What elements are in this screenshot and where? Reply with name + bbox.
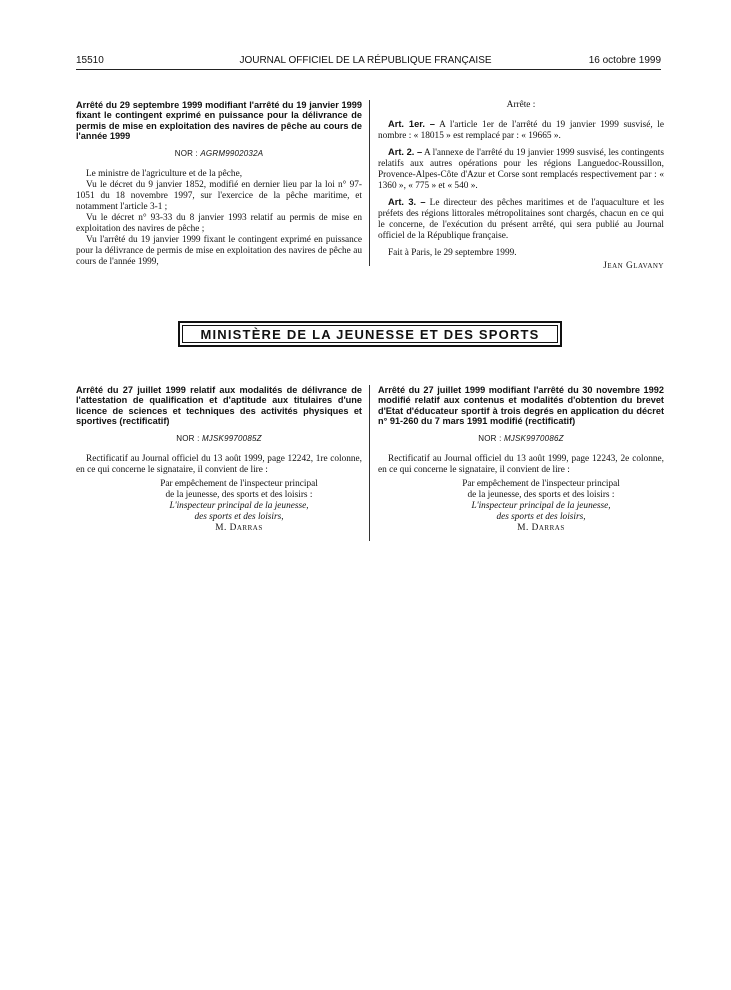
decree1-art2 (378, 147, 664, 192)
decree2-title: Arrêté du 27 juillet 1999 relatif aux modalités de délivrance de l'attestation de qualification et d'aptitude aux titulaires d'une licence de sciences et techniques des activités physiques et sportives (rectificatif) (76, 385, 362, 427)
column-divider-bottom (369, 385, 370, 541)
decree1-done: Fait à Paris, le 29 septembre 1999. (388, 248, 517, 258)
column-divider-top (369, 100, 370, 266)
decree1-art2-label: Art. 2. – (388, 147, 423, 157)
page-number: 15510 (76, 55, 104, 66)
journal-title: JOURNAL OFFICIEL DE LA RÉPUBLIQUE FRANÇAISE (239, 55, 492, 66)
decree3-sig-line2: de la jeunesse, des sports et des loisirs : (467, 489, 615, 500)
decree1-nor (76, 148, 362, 159)
decree2-sig-line4: des sports et des loisirs, (194, 511, 284, 522)
decree1-art3 (378, 197, 664, 242)
decree3-sig-line3: L'inspecteur principal de la jeunesse, (471, 500, 611, 511)
decree3-signatory: M. Darras (517, 522, 565, 533)
decree1-art1 (378, 119, 664, 142)
header-rule (76, 69, 661, 70)
decree3-sig-line4: des sports et des loisirs, (496, 511, 586, 522)
decree1-vu2: Vu le décret n° 93-33 du 8 janvier 1993 relatif au permis de mise en exploitation des navires de pêche ; (76, 212, 362, 234)
decree1-art3-label: Art. 3. – (388, 197, 426, 207)
decree1-art3-text: Le directeur des pêches maritimes et de l'aquaculture et les préfets des régions littorales métropolitaines sont chargés, chacun en ce qui le concerne, de l'exécution du présent arrêté, qui sera publié au Journal officiel de la République française. (378, 198, 665, 241)
decree2-signatory: M. Darras (215, 522, 263, 533)
decree2-nor (76, 433, 362, 444)
decree2-nor-label: NOR : (176, 433, 200, 443)
decree1-vu1: Vu le décret du 9 janvier 1852, modifié en dernier lieu par la loi n° 97-1051 du 18 novembre 1997, sur l'exercice de la pêche maritime, et notamment l'article 3-1 ; (76, 179, 362, 212)
publication-date: 16 octobre 1999 (588, 55, 661, 66)
decree3-title: Arrêté du 27 juillet 1999 modifiant l'arrêté du 30 novembre 1992 modifié relatif aux contenus et modalités d'obtention du brevet d'Etat d'éducateur sportif à trois degrés en application du décret n° 91-260 du 7 mars 1991 modifié (rectificatif) (378, 385, 664, 427)
decree2-rectificatif: Rectificatif au Journal officiel du 13 août 1999, page 12242, 1re colonne, en ce qui concerne le signataire, il convient de lire : (76, 453, 362, 475)
decree1-nor-code: AGRM9902032A (200, 148, 264, 158)
decree1-right-column (378, 100, 664, 272)
decree1-nor-label: NOR : (174, 148, 198, 158)
decree3-column (378, 385, 664, 534)
decree3-rectificatif: Rectificatif au Journal officiel du 13 août 1999, page 12243, 2e colonne, en ce qui concerne le signataire, il convient de lire : (378, 453, 664, 475)
decree1-title: Arrêté du 29 septembre 1999 modifiant l'arrêté du 19 janvier 1999 fixant le contingent exprimé en puissance pour la délivrance de permis de mise en exploitation des navires de pêche au cours de l'année 1999 (76, 100, 362, 142)
decree3-nor-code: MJSK9970086Z (503, 433, 564, 443)
decree2-column (76, 385, 362, 534)
decree2-sig-line3: L'inspecteur principal de la jeunesse, (169, 500, 309, 511)
decree1-left-column (76, 100, 362, 268)
decree1-art2-text: A l'annexe de l'arrêté du 19 janvier 1999 susvisé, les contingents relatifs aux autres opérations pour les régions Languedoc-Roussillon, Provence-Alpes-Côte d'Azur et Corse sont remplacés respectivement par : « 1360 », « 775 » et « 540 ». (378, 148, 665, 191)
decree1-art1-text: A l'article 1er de l'arrêté du 19 janvier 1999 susvisé, le nombre : « 18015 » est remplacé par : « 19665 ». (378, 120, 664, 141)
ministry-heading-box (178, 321, 562, 347)
ministry-heading: MINISTÈRE DE LA JEUNESSE ET DES SPORTS (200, 327, 540, 342)
decree1-art1-label: Art. 1er. – (388, 119, 435, 129)
decree1-intro: Le ministre de l'agriculture et de la pêche, (86, 168, 243, 179)
decree3-nor-label: NOR : (478, 433, 502, 443)
decree3-nor (378, 433, 664, 444)
decree1-signature: Jean Glavany (603, 261, 664, 271)
decree1-arrete: Arrête : (506, 100, 536, 110)
decree2-sig-line2: de la jeunesse, des sports et des loisirs : (165, 489, 313, 500)
decree3-sig-line1: Par empêchement de l'inspecteur principal (462, 478, 620, 489)
decree2-sig-line1: Par empêchement de l'inspecteur principal (160, 478, 318, 489)
decree2-nor-code: MJSK9970085Z (201, 433, 262, 443)
decree1-vu3: Vu l'arrêté du 19 janvier 1999 fixant le contingent exprimé en puissance pour la délivrance de permis de mise en exploitation des navires de pêche au cours de l'année 1999, (76, 234, 362, 267)
